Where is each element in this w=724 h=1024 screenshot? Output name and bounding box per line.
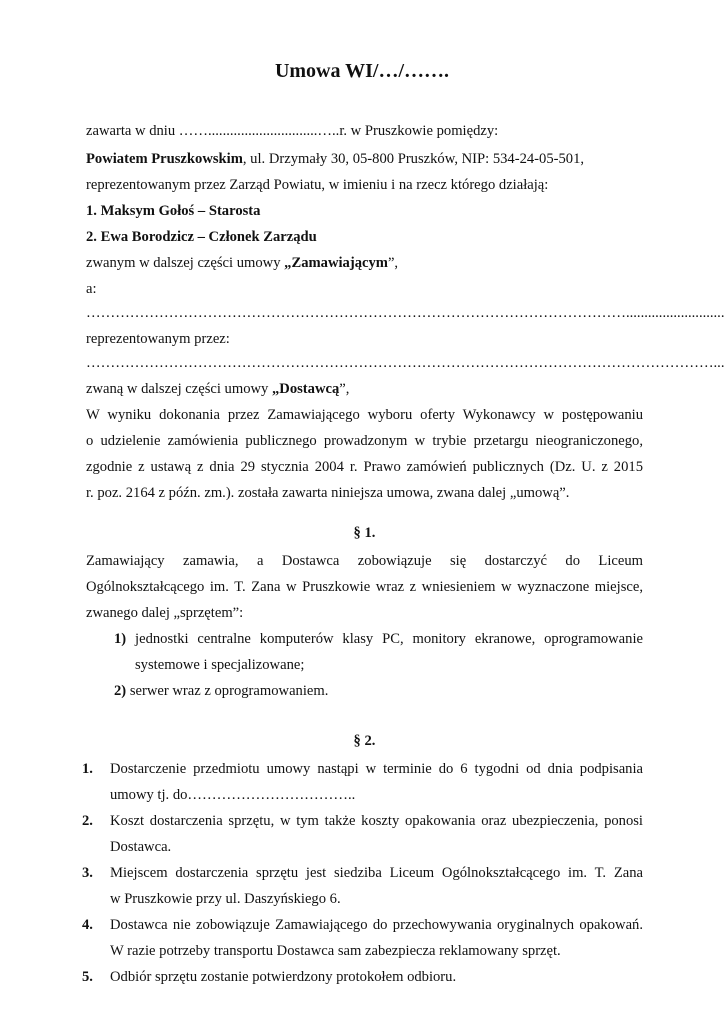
supplier-prefix: zwaną w dalszej części umowy [86,381,272,397]
section-2-item-line: Dostawca. [110,839,172,855]
section-1-item-1-cont: systemowe i specjalizowane; [135,657,305,673]
intro-paragraph-line: W wyniku dokonania przez Zamawiającego wyboru oferty Wykonawcy w postępowaniu [86,407,643,423]
section-2-item-number: 5. [82,969,93,985]
section-2-item-line: umowy tj. do…………………………….. [110,787,356,803]
section-2-item-line: W razie potrzeby transportu Dostawca sam zabezpiecza reklamowany sprzęt. [110,943,561,959]
supplier-name-placeholder: …………………………………………………………………………………………………........................... [86,305,724,321]
intro-line-date: zawarta w dniu ……..............................…..r. w Pruszkowie pomiędzy: [86,123,499,139]
intro-line-and: a: [86,281,97,297]
section-2-item-number: 1. [82,761,93,777]
representative-2: 2. Ewa Borodzicz – Członek Zarządu [86,229,317,245]
party-address: , ul. Drzymały 30, 05-800 Pruszków, NIP: 534-24-05-501, [242,151,585,167]
supplier-suffix: ”, [339,381,350,397]
section-1-paragraph-line: Zamawiający zamawia, a Dostawca zobowiązuje się dostarczyć do Liceum [86,553,643,569]
section-2-item-number: 3. [82,865,93,881]
intro-line-supplier-represented: reprezentowanym przez: [86,331,230,347]
representative-1: 1. Maksym Gołoś – Starosta [86,203,261,219]
item-text: jednostki centralne komputerów klasy PC, monitory ekranowe, oprogramowanie [135,631,643,647]
section-2-item-line: Koszt dostarczenia sprzętu, w tym także koszty opakowania oraz ubezpieczenia, ponosi [110,813,643,829]
section-2-heading: § 2. [353,733,376,749]
party-name: Powiatem Pruszkowskim [86,151,243,167]
supplier-rep-placeholder: …………………………………………………………………………………………………………………... [86,355,724,371]
ordering-party-suffix: ”, [387,255,399,271]
supplier-term: „Dostawcą [272,381,340,397]
intro-line-represented: reprezentowanym przez Zarząd Powiatu, w imieniu i na rzecz którego działają: [86,177,549,193]
intro-paragraph-line: o udzielenie zamówienia publicznego prowadzonym w trybie przetargu nieograniczonego, [86,433,643,449]
section-2-item-line: Dostawca nie zobowiązuje Zamawiającego do przechowywania oryginalnych opakowań. [110,917,643,933]
item-text: serwer wraz z oprogramowaniem. [129,683,329,699]
section-1-heading: § 1. [353,525,376,541]
item-number: 2) [114,683,127,699]
section-2-item-number: 4. [82,917,93,933]
intro-paragraph-line: r. poz. 2164 z późn. zm.). została zawarta niniejsza umowa, zwana dalej „umową”. [86,485,570,501]
intro-line-party [86,150,643,168]
item-number: 1) [114,631,127,647]
section-1-paragraph-line: Ogólnokształcącego im. T. Zana w Pruszkowie wraz z wniesieniem w wyznaczone miejsce, [86,579,643,595]
intro-line-supplier [86,380,643,398]
intro-line-ordering-party [86,254,643,272]
section-1-paragraph-line: zwanego dalej „sprzętem”: [86,605,244,621]
section-2-item-line: w Pruszkowie przy ul. Daszyńskiego 6. [110,891,341,907]
section-1-item-2 [114,682,643,700]
document-title: Umowa WI/…/……. [274,60,450,82]
intro-paragraph-line: zgodnie z ustawą z dnia 29 stycznia 2004 r. Prawo zamówień publicznych (Dz. U. z 2015 [86,459,643,475]
section-2-item-number: 2. [82,813,93,829]
section-1-item-1 [114,630,643,648]
ordering-party-term: „Zamawiającym [284,255,388,271]
section-2-item-line: Miejscem dostarczenia sprzętu jest siedziba Liceum Ogólnokształcącego im. T. Zana [110,865,643,881]
ordering-party-prefix: zwanym w dalszej części umowy [86,255,285,271]
section-2-item-line: Odbiór sprzętu zostanie potwierdzony protokołem odbioru. [110,969,457,985]
section-2-item-line: Dostarczenie przedmiotu umowy nastąpi w terminie do 6 tygodni od dnia podpisania [110,761,643,777]
